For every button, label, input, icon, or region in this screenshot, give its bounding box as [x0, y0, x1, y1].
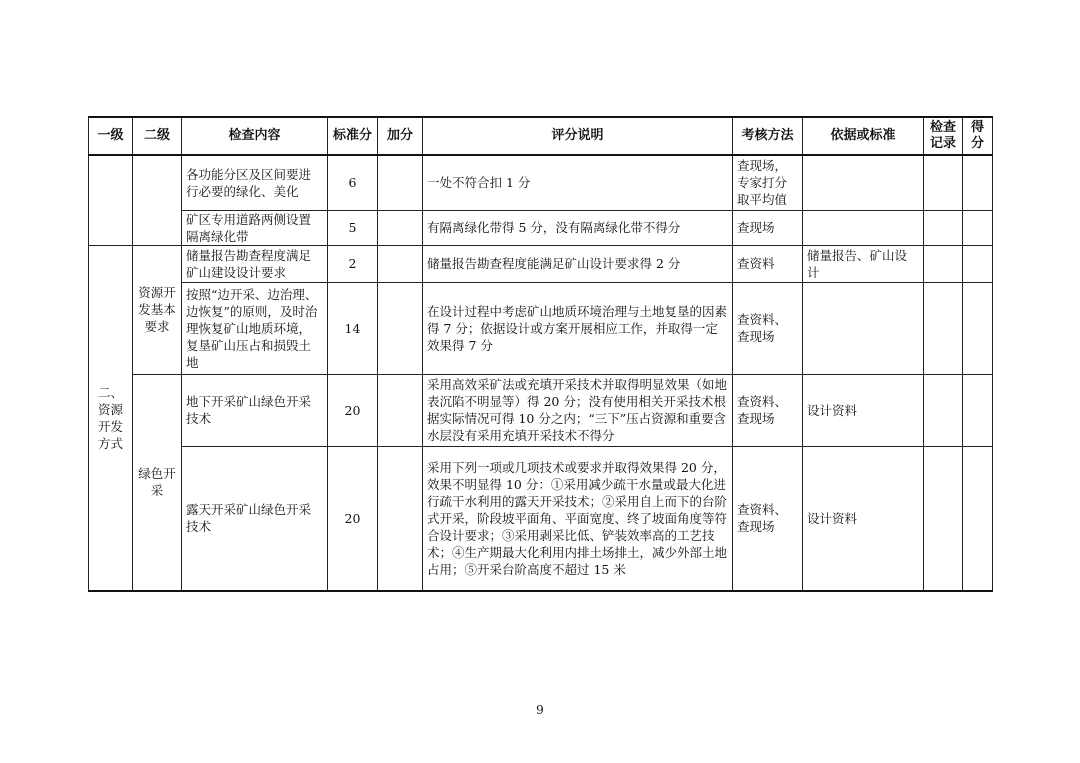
description-cell: 采用高效采矿法或充填开采技术并取得明显效果（如地表沉陷不明显等）得 20 分；没有使用相关开采技术根据实际情况可得 10 分之内；“三下”压占资源和重要含水层没有采用充填开采技术不得分: [423, 374, 733, 446]
description-cell: 在设计过程中考虑矿山地质环境治理与土地复垦的因素得 7 分；依据设计或方案开展相应工作，并取得一定效果得 7 分: [423, 282, 733, 374]
table-row: [89, 282, 993, 374]
basis-cell: [803, 155, 924, 210]
record-cell: [924, 245, 963, 282]
record-cell: [924, 282, 963, 374]
description-cell: 储量报告勘查程度能满足矿山设计要求得 2 分: [423, 245, 733, 282]
page-number: 9: [536, 703, 544, 717]
record-cell: [924, 155, 963, 210]
method-cell: 查现场: [733, 210, 803, 245]
header-record: 检查记录: [924, 117, 963, 155]
bonus-cell: [378, 210, 423, 245]
content-cell: 储量报告勘查程度满足矿山建设设计要求: [182, 245, 328, 282]
basis-cell: [803, 210, 924, 245]
record-cell: [924, 374, 963, 446]
score-cell: [963, 155, 993, 210]
method-cell: 查资料、查现场: [733, 446, 803, 591]
standard-score-cell: 5: [328, 210, 378, 245]
record-cell: [924, 446, 963, 591]
header-basis: 依据或标准: [803, 117, 924, 155]
standard-score-cell: 2: [328, 245, 378, 282]
content-cell: 按照“边开采、边治理、边恢复”的原则，及时治理恢复矿山地质环境，复垦矿山压占和损毁土地: [182, 282, 328, 374]
header-bonus: 加分: [378, 117, 423, 155]
header-method: 考核方法: [733, 117, 803, 155]
bonus-cell: [378, 155, 423, 210]
content-cell: 矿区专用道路两侧设置隔离绿化带: [182, 210, 328, 245]
level2-cell-empty: [133, 155, 182, 245]
table-row: [89, 210, 993, 245]
description-cell: 一处不符合扣 1 分: [423, 155, 733, 210]
score-cell: [963, 446, 993, 591]
standard-score-cell: 20: [328, 446, 378, 591]
evaluation-table: [88, 116, 993, 592]
method-cell: 查现场，专家打分取平均值: [733, 155, 803, 210]
method-cell: 查资料、查现场: [733, 374, 803, 446]
basis-cell: 设计资料: [803, 446, 924, 591]
content-cell: 露天开采矿山绿色开采技术: [182, 446, 328, 591]
table-row: [89, 374, 993, 446]
header-row: [89, 117, 993, 155]
basis-cell: 储量报告、矿山设计: [803, 245, 924, 282]
bonus-cell: [378, 374, 423, 446]
level1-cell: 二、资源开发方式: [89, 245, 133, 591]
header-description: 评分说明: [423, 117, 733, 155]
table-row: [89, 245, 993, 282]
record-cell: [924, 210, 963, 245]
bonus-cell: [378, 282, 423, 374]
content-cell: 各功能分区及区间要进行必要的绿化、美化: [182, 155, 328, 210]
level2-cell-green: 绿色开采: [133, 374, 182, 591]
header-level1: 一级: [89, 117, 133, 155]
description-cell: 有隔离绿化带得 5 分，没有隔离绿化带不得分: [423, 210, 733, 245]
level2-cell-basic: 资源开发基本要求: [133, 245, 182, 374]
table-row: [89, 155, 993, 210]
standard-score-cell: 20: [328, 374, 378, 446]
score-cell: [963, 374, 993, 446]
level1-cell-empty: [89, 155, 133, 245]
header-standard-score: 标准分: [328, 117, 378, 155]
description-cell: 采用下列一项或几项技术或要求并取得效果得 20 分，效果不明显得 10 分：①采用减少疏干水量或最大化进行疏干水利用的露天开采技术；②采用自上而下的台阶式开采，阶段坡平面角、平面宽度、终了坡面角度等符合设计要求；③采用剥采比低、铲装效率高的工艺技术；④生产期最大化利用内排土场排土，减少外部土地占用；⑤开采台阶高度不超过 15 米: [423, 446, 733, 591]
bonus-cell: [378, 245, 423, 282]
standard-score-cell: 6: [328, 155, 378, 210]
score-cell: [963, 210, 993, 245]
score-cell: [963, 282, 993, 374]
method-cell: 查资料: [733, 245, 803, 282]
header-content: 检查内容: [182, 117, 328, 155]
table-row: [89, 446, 993, 591]
header-level2: 二级: [133, 117, 182, 155]
header-score: 得分: [963, 117, 993, 155]
method-cell: 查资料、查现场: [733, 282, 803, 374]
bonus-cell: [378, 446, 423, 591]
basis-cell: 设计资料: [803, 374, 924, 446]
score-cell: [963, 245, 993, 282]
basis-cell: [803, 282, 924, 374]
standard-score-cell: 14: [328, 282, 378, 374]
content-cell: 地下开采矿山绿色开采技术: [182, 374, 328, 446]
